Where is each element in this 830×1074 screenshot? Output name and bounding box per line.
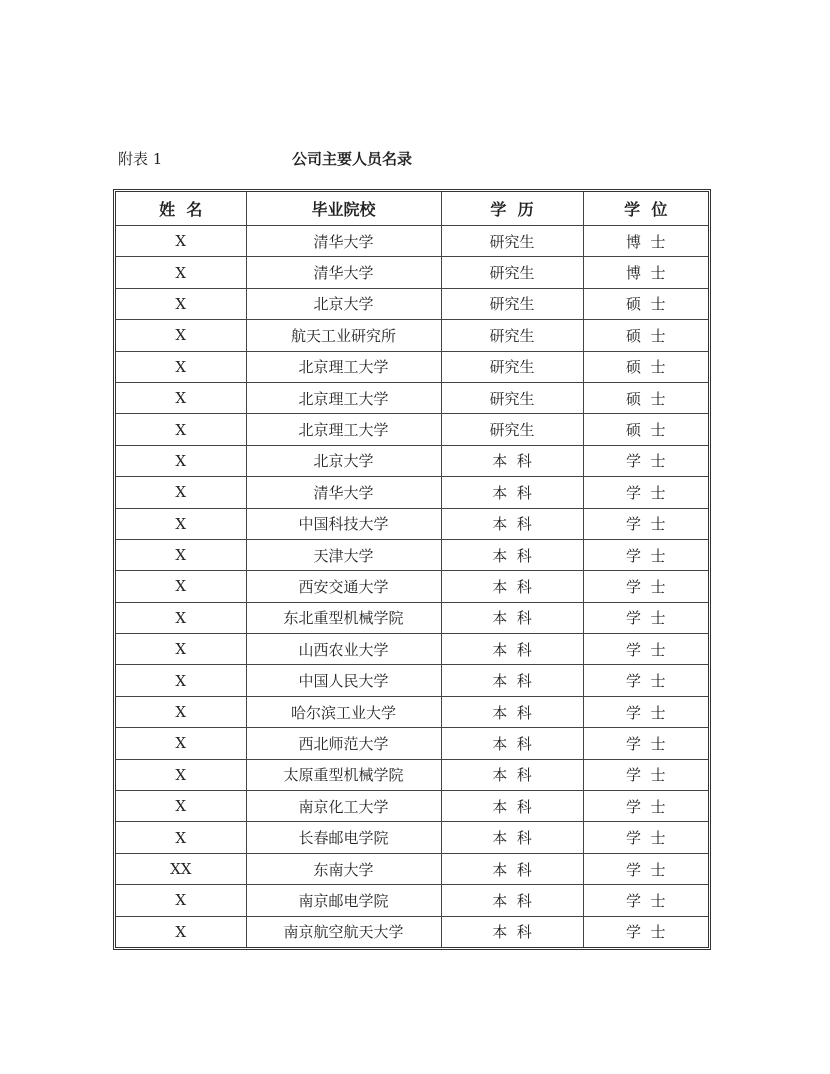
table-row bbox=[116, 508, 708, 539]
cell-name: X bbox=[116, 822, 246, 853]
cell-education: 本 科 bbox=[441, 665, 583, 696]
cell-name: X bbox=[116, 288, 246, 319]
cell-name: X bbox=[116, 602, 246, 633]
cell-school: 中国科技大学 bbox=[246, 508, 441, 539]
cell-degree: 博 士 bbox=[583, 257, 708, 288]
table-row bbox=[116, 477, 708, 508]
cell-school: 长春邮电学院 bbox=[246, 822, 441, 853]
cell-name: X bbox=[116, 571, 246, 602]
cell-education: 本 科 bbox=[441, 791, 583, 822]
table-row bbox=[116, 885, 708, 916]
cell-education: 本 科 bbox=[441, 571, 583, 602]
cell-school: 南京航空航天大学 bbox=[246, 916, 441, 947]
cell-school: 南京化工大学 bbox=[246, 791, 441, 822]
cell-education: 本 科 bbox=[441, 477, 583, 508]
header-school: 毕业院校 bbox=[246, 192, 441, 226]
cell-degree: 学 士 bbox=[583, 445, 708, 476]
cell-education: 本 科 bbox=[441, 916, 583, 947]
cell-education: 本 科 bbox=[441, 759, 583, 790]
table-row bbox=[116, 696, 708, 727]
cell-school: 东南大学 bbox=[246, 853, 441, 884]
table-row bbox=[116, 445, 708, 476]
cell-school: 天津大学 bbox=[246, 539, 441, 570]
header-name: 姓 名 bbox=[116, 192, 246, 226]
header-row bbox=[116, 192, 708, 226]
table-row bbox=[116, 257, 708, 288]
cell-degree: 学 士 bbox=[583, 665, 708, 696]
table-row bbox=[116, 728, 708, 759]
table-row bbox=[116, 916, 708, 947]
cell-name: X bbox=[116, 791, 246, 822]
cell-degree: 学 士 bbox=[583, 916, 708, 947]
cell-degree: 学 士 bbox=[583, 791, 708, 822]
cell-school: 哈尔滨工业大学 bbox=[246, 696, 441, 727]
table-row bbox=[116, 288, 708, 319]
cell-name: X bbox=[116, 696, 246, 727]
table-row bbox=[116, 791, 708, 822]
table-row bbox=[116, 759, 708, 790]
cell-degree: 硕 士 bbox=[583, 320, 708, 351]
table-row bbox=[116, 665, 708, 696]
table-row bbox=[116, 226, 708, 257]
cell-school: 西安交通大学 bbox=[246, 571, 441, 602]
table-row bbox=[116, 414, 708, 445]
cell-name: X bbox=[116, 320, 246, 351]
cell-degree: 学 士 bbox=[583, 634, 708, 665]
cell-school: 北京大学 bbox=[246, 445, 441, 476]
table-row bbox=[116, 602, 708, 633]
table-title: 公司主要人员名录 bbox=[292, 150, 413, 168]
cell-name: XX bbox=[116, 853, 246, 884]
cell-education: 本 科 bbox=[441, 822, 583, 853]
cell-name: X bbox=[116, 351, 246, 382]
cell-education: 本 科 bbox=[441, 728, 583, 759]
cell-school: 东北重型机械学院 bbox=[246, 602, 441, 633]
cell-education: 研究生 bbox=[441, 351, 583, 382]
cell-school: 中国人民大学 bbox=[246, 665, 441, 696]
cell-education: 研究生 bbox=[441, 414, 583, 445]
cell-school: 清华大学 bbox=[246, 257, 441, 288]
table-row bbox=[116, 822, 708, 853]
cell-name: X bbox=[116, 916, 246, 947]
cell-degree: 学 士 bbox=[583, 696, 708, 727]
cell-name: X bbox=[116, 226, 246, 257]
cell-school: 清华大学 bbox=[246, 477, 441, 508]
cell-degree: 学 士 bbox=[583, 728, 708, 759]
cell-name: X bbox=[116, 477, 246, 508]
cell-education: 本 科 bbox=[441, 445, 583, 476]
table-row bbox=[116, 634, 708, 665]
cell-degree: 学 士 bbox=[583, 759, 708, 790]
table-row bbox=[116, 853, 708, 884]
cell-school: 航天工业研究所 bbox=[246, 320, 441, 351]
cell-degree: 学 士 bbox=[583, 571, 708, 602]
cell-education: 研究生 bbox=[441, 382, 583, 413]
cell-education: 本 科 bbox=[441, 634, 583, 665]
cell-education: 研究生 bbox=[441, 320, 583, 351]
cell-school: 清华大学 bbox=[246, 226, 441, 257]
table-row bbox=[116, 320, 708, 351]
personnel-table bbox=[113, 189, 711, 950]
cell-school: 北京理工大学 bbox=[246, 382, 441, 413]
cell-school: 北京大学 bbox=[246, 288, 441, 319]
cell-name: X bbox=[116, 665, 246, 696]
cell-name: X bbox=[116, 508, 246, 539]
cell-name: X bbox=[116, 414, 246, 445]
cell-education: 本 科 bbox=[441, 539, 583, 570]
header-education: 学 历 bbox=[441, 192, 583, 226]
cell-education: 研究生 bbox=[441, 226, 583, 257]
cell-degree: 硕 士 bbox=[583, 414, 708, 445]
table-row bbox=[116, 539, 708, 570]
cell-education: 研究生 bbox=[441, 257, 583, 288]
cell-degree: 硕 士 bbox=[583, 382, 708, 413]
cell-name: X bbox=[116, 759, 246, 790]
cell-name: X bbox=[116, 539, 246, 570]
cell-degree: 学 士 bbox=[583, 885, 708, 916]
cell-name: X bbox=[116, 885, 246, 916]
header-degree: 学 位 bbox=[583, 192, 708, 226]
cell-degree: 博 士 bbox=[583, 226, 708, 257]
cell-education: 本 科 bbox=[441, 885, 583, 916]
cell-school: 南京邮电学院 bbox=[246, 885, 441, 916]
cell-school: 西北师范大学 bbox=[246, 728, 441, 759]
cell-school: 北京理工大学 bbox=[246, 351, 441, 382]
cell-degree: 学 士 bbox=[583, 602, 708, 633]
cell-degree: 学 士 bbox=[583, 508, 708, 539]
cell-name: X bbox=[116, 382, 246, 413]
table-row bbox=[116, 571, 708, 602]
cell-name: X bbox=[116, 445, 246, 476]
cell-degree: 学 士 bbox=[583, 853, 708, 884]
table-caption: 附表 1 bbox=[118, 150, 163, 168]
cell-school: 北京理工大学 bbox=[246, 414, 441, 445]
cell-education: 本 科 bbox=[441, 696, 583, 727]
cell-education: 本 科 bbox=[441, 508, 583, 539]
cell-name: X bbox=[116, 728, 246, 759]
cell-school: 太原重型机械学院 bbox=[246, 759, 441, 790]
cell-degree: 硕 士 bbox=[583, 351, 708, 382]
cell-degree: 硕 士 bbox=[583, 288, 708, 319]
cell-name: X bbox=[116, 257, 246, 288]
cell-education: 本 科 bbox=[441, 853, 583, 884]
cell-name: X bbox=[116, 634, 246, 665]
table-row bbox=[116, 382, 708, 413]
cell-degree: 学 士 bbox=[583, 477, 708, 508]
cell-degree: 学 士 bbox=[583, 822, 708, 853]
cell-degree: 学 士 bbox=[583, 539, 708, 570]
cell-education: 本 科 bbox=[441, 602, 583, 633]
table-row bbox=[116, 351, 708, 382]
cell-school: 山西农业大学 bbox=[246, 634, 441, 665]
cell-education: 研究生 bbox=[441, 288, 583, 319]
